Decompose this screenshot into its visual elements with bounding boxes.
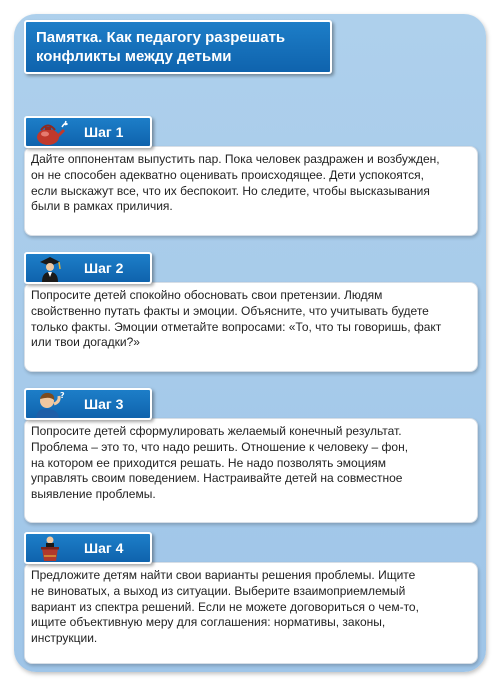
step-2-text-box — [24, 282, 478, 372]
step-3-text-box — [24, 418, 478, 523]
step-2-line: или твои догадки?» — [31, 335, 140, 350]
step-1-line: он не способен адекватно оценивать происходящее. Дети успокоятся, — [31, 167, 424, 182]
step-4-line: ищите объективную меру для соглашения: нормативы, законы, — [31, 615, 386, 630]
title-line-2: конфликты между детьми — [36, 48, 232, 65]
step-4-line: не виноватых, а выход из ситуации. Выберите взаимоприемлемый — [31, 583, 406, 598]
step-3-line: Проблема – это то, что надо решить. Отношение к человеку – фон, — [31, 439, 409, 454]
step-1-line: были в рамках приличия. — [31, 199, 173, 214]
page-title — [24, 20, 332, 74]
step-1-line: Дайте оппонентам выпустить пар. Пока человек раздражен и возбужден, — [31, 152, 440, 166]
step-3-line: выявление проблемы. — [31, 487, 156, 502]
step-1-line: если выскажут все, что их беспокоит. Но следите, чтобы высказывания — [31, 183, 430, 198]
step-2-line: свойственно путать факты и эмоции. Объясните, что учитывать будете — [31, 303, 429, 318]
step-3-line: Попросите детей сформулировать желаемый конечный результат. — [31, 424, 402, 438]
svg-text:?: ? — [60, 391, 65, 400]
step-1-label — [24, 116, 152, 148]
step-4-label — [24, 532, 152, 564]
step-3-line: управлять своим поведением. Настраивайте детей на совместное — [31, 471, 403, 486]
step-1-text-box — [24, 146, 478, 236]
speaker-podium-icon — [32, 534, 68, 562]
graduate-icon — [32, 254, 68, 282]
step-2-line: Попросите детей спокойно обосновать свои претензии. Людям — [31, 288, 383, 302]
step-4-title: Шаг 4 — [84, 540, 124, 556]
step-3-label — [24, 388, 152, 420]
step-3-title: Шаг 3 — [84, 396, 124, 412]
step-4-text-box — [24, 562, 478, 664]
step-4-line: инструкции. — [31, 631, 98, 646]
step-2-label — [24, 252, 152, 284]
step-4-line: Предложите детям найти свои варианты решения проблемы. Ищите — [31, 568, 416, 582]
title-line-1: Памятка. Как педагогу разрешать — [36, 29, 286, 46]
step-1-title: Шаг 1 — [84, 124, 124, 140]
step-2-line: только факты. Эмоции отметайте вопросами: «То, что ты говоришь, факт — [31, 319, 442, 334]
step-2-title: Шаг 2 — [84, 260, 124, 276]
thinking-person-icon — [32, 390, 68, 418]
step-4-line: вариант из спектра решений. Если не можете договориться о чем-то, — [31, 599, 419, 614]
kettle-icon — [32, 118, 68, 146]
step-3-line: на котором ее приходится решать. Не надо позволять эмоциям — [31, 455, 387, 470]
